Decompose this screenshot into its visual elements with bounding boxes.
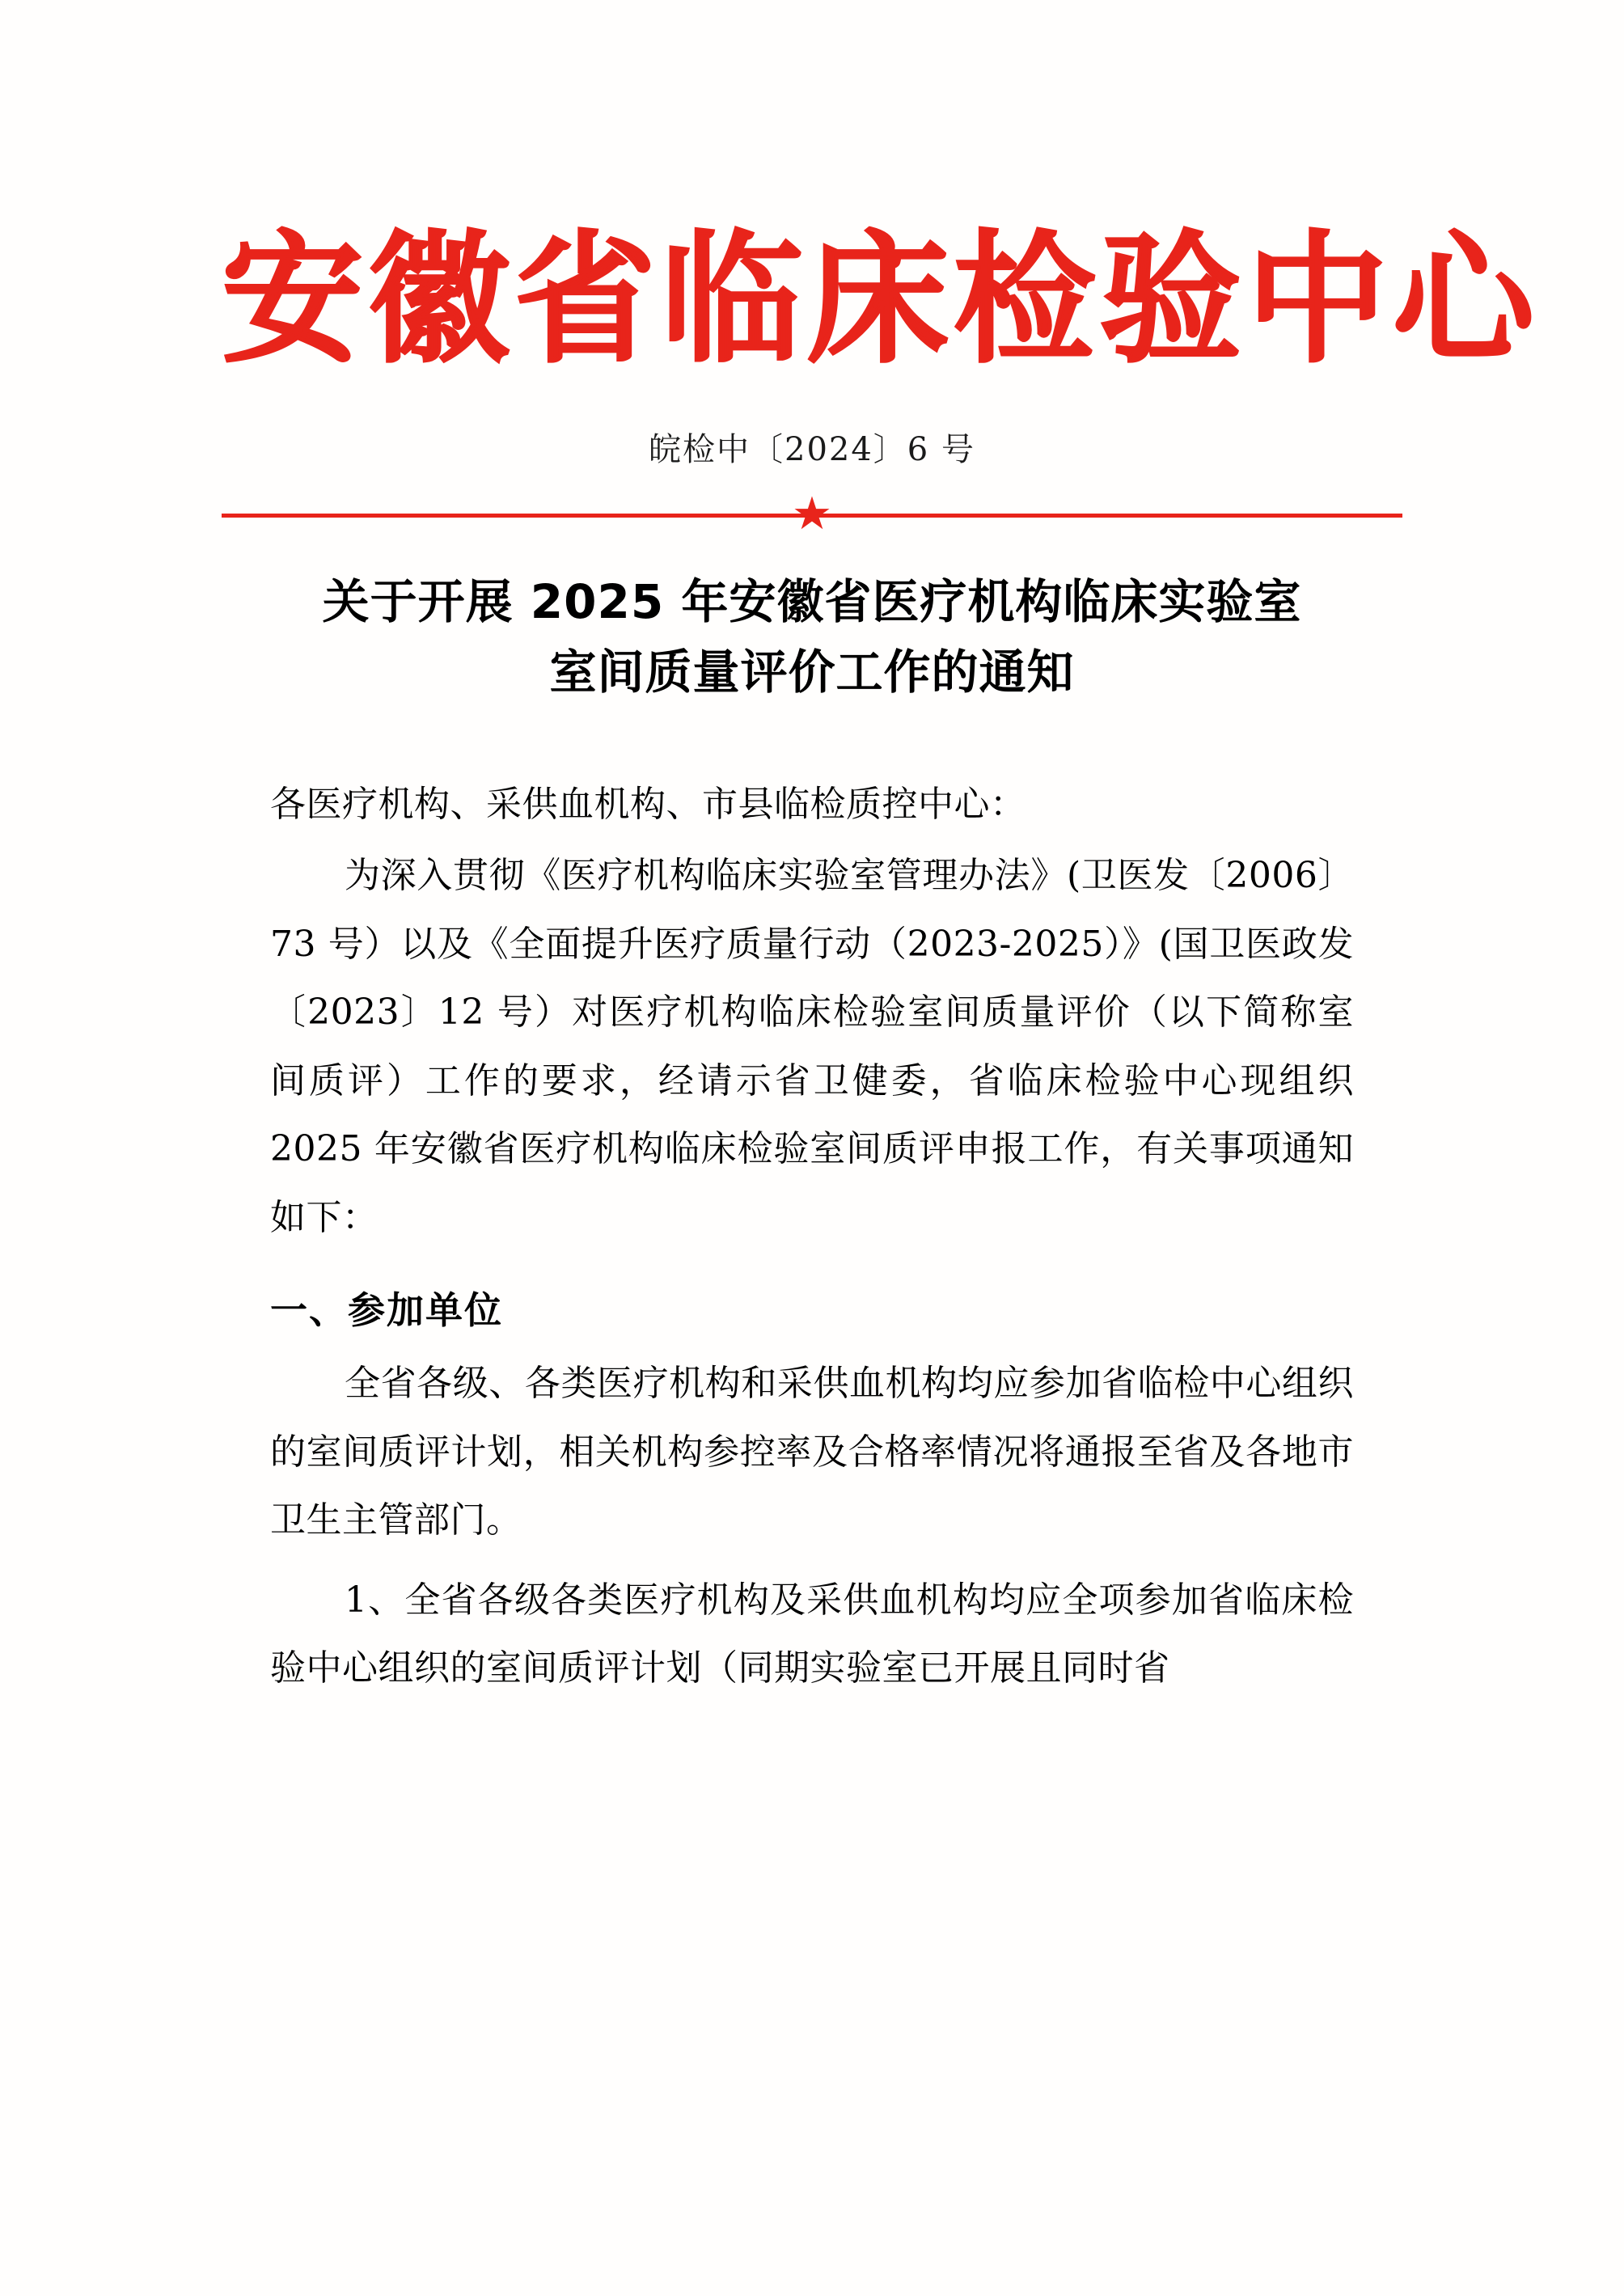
body-paragraph-1: 为深入贯彻《医疗机构临床实验室管理办法》(卫医发〔2006〕73 号）以及《全面提升医疗质量行动（2023-2025）》(国卫医政发〔2023〕12 号）对医疗机构临床检验室间质量评价（以下简称室间质评）工作的要求，经请示省卫健委，省临床检验中心现组织 2025 年安徽省医疗机构临床检验室间质评申报工作，有关事项通知如下： xyxy=(270,855,1354,1238)
section-heading-1: 一、参加单位 xyxy=(270,1288,503,1333)
document-number: 皖检中〔2024〕6 号 xyxy=(649,430,975,468)
document-body xyxy=(270,771,1354,1703)
page-title-line-1: 关于开展 2025 年安徽省医疗机构临床实验室 xyxy=(322,573,1302,629)
organization-title: 安徽省临床检验中心 xyxy=(222,218,1539,383)
red-divider xyxy=(222,487,1402,540)
red-star-icon: ★ xyxy=(791,487,833,540)
body-paragraph-2: 全省各级、各类医疗机构和采供血机构均应参加省临检中心组织的室间质评计划，相关机构参控率及合格率情况将通报至省及各地市卫生主管部门。 xyxy=(270,1363,1354,1541)
salutation: 各医疗机构、采供血机构、市县临检质控中心： xyxy=(270,783,1026,825)
page-title-line-2: 室间质量评价工作的通知 xyxy=(549,644,1075,700)
letterhead xyxy=(222,0,1539,383)
page-title xyxy=(270,567,1354,708)
body-paragraph-3: 1、全省各级各类医疗机构及采供血机构均应全项参加省临床检验中心组织的室间质评计划（同期实验室已开展且同时省 xyxy=(270,1579,1354,1689)
paragraph-spacer xyxy=(270,1558,1354,1567)
